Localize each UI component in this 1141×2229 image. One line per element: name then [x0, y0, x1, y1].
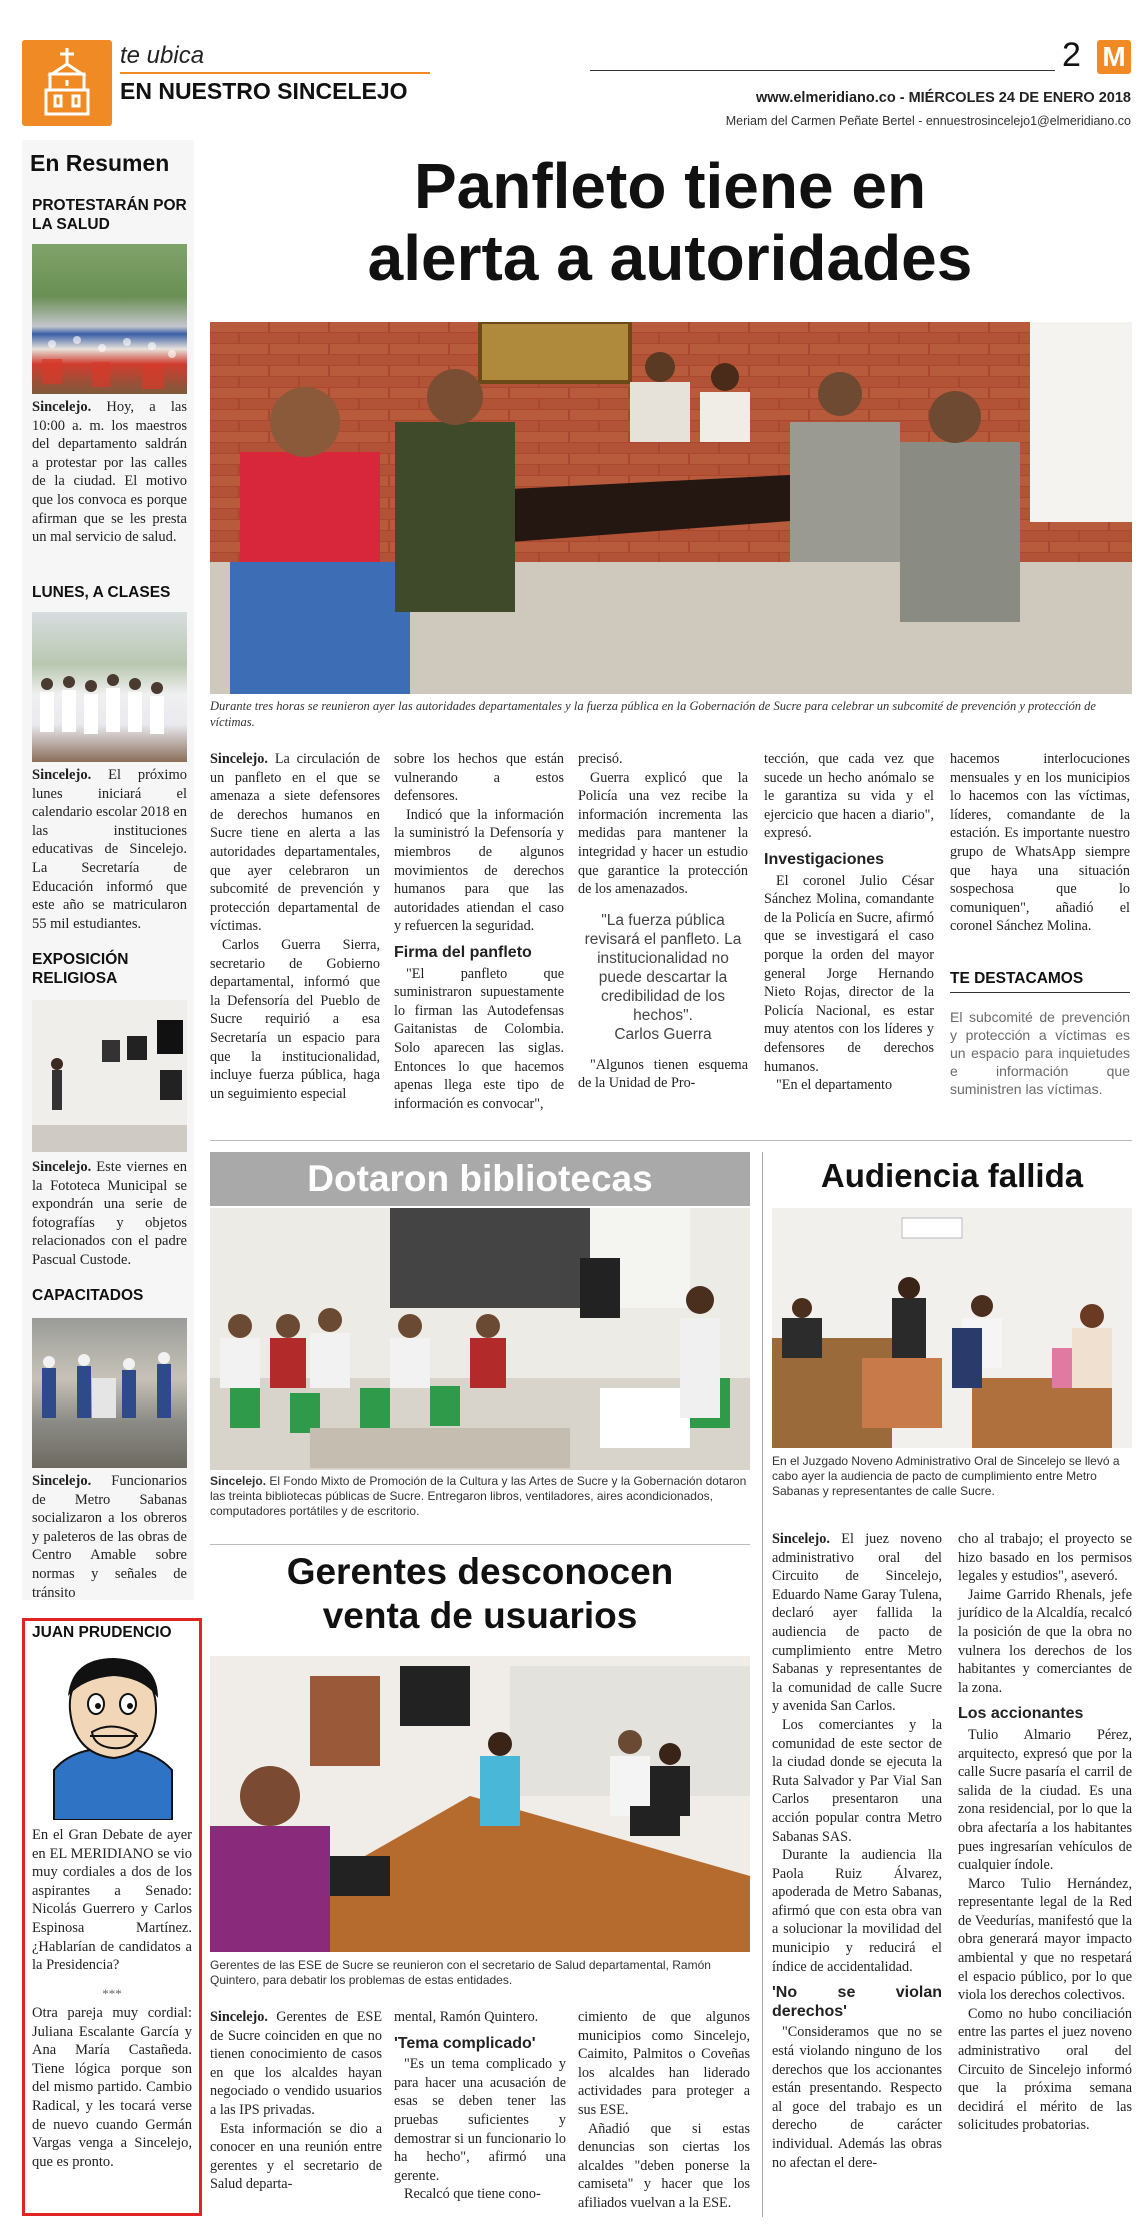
sidebar-item-text: Sincelejo. Funcionarios de Metro Sabanas socializaron a los obreros y paleteros de las obras de Centro Amable sobre normas y señales de tránsito	[32, 1473, 187, 1601]
sidebar-item-text: Sincelejo. El próximo lunes iniciará el calendario escolar 2018 en las instituciones educativas de Sincelejo. La Secretaría de Educación informó que este año se matricularon 55 mil estudiantes.	[32, 767, 187, 932]
column-divider	[762, 1152, 763, 2217]
juan-prudencio-cartoon	[32, 1650, 192, 1820]
main-col-3: precisó. Guerra explicó que la Policía una vez recibe la información incrementa las medidas para mantener la integridad y hacer un estudio que garantice la protección de los amenazados. "La fuerza pública revisará el panfleto. La institucionalidad no puede descartar la credibilidad de los hechos". Carlos Guerra "Algunos tienen esquema de la Unidad de Pro-	[578, 751, 748, 1092]
page-number: 2	[1062, 36, 1081, 74]
section-label-small: te ubica	[120, 42, 205, 69]
sidebar-photo-exhibition	[32, 1000, 187, 1152]
juan-prudencio-text: En el Gran Debate de ayer en EL MERIDIANO se vio muy cordiales a dos de los aspirantes a Senado: Nicolás Guerrero y Carlos Espinosa Martínez. ¿Hablarían de candidatos a la Presidencia?	[32, 1827, 192, 1974]
audiencia-title: Audiencia fallida	[820, 1157, 1084, 1194]
sidebar-title: En Resumen	[30, 150, 170, 176]
sidebar-item-text: Sincelejo. Este viernes en la Fototeca Municipal se expondrán una serie de fotografías y objetos relacionados con el padre Pascual Custode.	[32, 1159, 187, 1268]
bibliotecas-photo	[210, 1208, 750, 1470]
sidebar-item-text: Sincelejo. Hoy, a las 10:00 a. m. los maestros del departamento saldrán a protestar por las calles de la ciudad. El motivo que los convoca es porque afirman que se les presta un mal servicio de salud.	[32, 399, 187, 546]
audiencia-col-2: cho al trabajo; el proyecto se hizo basado en los permisos legales y estudios", aseveró. Jaime Garrido Rhenals, jefe jurídico de la Alcaldía, recalcó la posición de que la obra no vulnera los derechos de los habitantes y comerciantes de la zona. Los accionantes Tulio Almario Pérez, arquitecto, expresó que por la calle Sucre pasaría el carril de salida de la ciudad. Es una zona residencial, por lo que la obra afectaría a los habitantes pues ingresarían vehículos de cualquier índole. Marco Tulio Hernández, representante legal de la Red de Veedurías, manifestó que la obra generará mayor impacto ambiental y que no respetará el espacio público, por lo que viola los derechos colectivos. Como no hubo conciliación entre las partes el juez noveno administrativo oral del Circuito de Sincelejo informó que la próxima semana decidirá el mérito de las solicitudes probatorias.	[958, 1531, 1132, 2134]
audiencia-col-1: Sincelejo. El juez noveno administrativo oral del Circuito de Sincelejo, Eduardo Name Garay Tulena, declaró ayer fallida la audiencia de pacto de cumplimiento entre Metro Sabanas y representantes de la comunidad de calle Sucre y avenida San Carlos. Los comerciantes y la comunidad de este sector de la ciudad donde se ejecuta la Ruta Salvador y Par Vial San Carlos presentaron una acción popular contra Metro Sabanas SAS. Durante la audiencia lla Paola Ruiz Álvarez, apoderada de Metro Sabanas, afirmó que con esta obra van a solucionar la movilidad del municipio y reducirá el índice de accidentalidad. 'No se violan derechos' "Consideramos que no se está violando ninguno de los derechos que los accionantes están presentando. Respecto al goce del trabajo es un derecho de carácter individual. Además las obras no afectan el dere-	[772, 1531, 942, 2171]
main-headline: Panfleto tiene en alerta a autoridades	[367, 150, 973, 294]
section-divider	[120, 72, 430, 74]
bibliotecas-title: Dotaron bibliotecas	[210, 1152, 750, 1206]
gerentes-col-3: cimiento de que algunos municipios como Sincelejo, Caimito, Palmitos o Coveñas los alcaldes han liderado actividades para proteger a sus ESE. Añadió que si estas denuncias son ciertas los alcaldes "deben ponerse la camiseta" y hacer que los afiliados vuelvan a la ESE.	[578, 2009, 750, 2211]
pull-quote: "La fuerza pública revisará el panfleto. La institucionalidad no puede descartar la credibilidad de los hechos".	[584, 911, 742, 1024]
header-rule	[590, 70, 1055, 71]
main-col-4: tección, que cada vez que sucede un hecho anómalo se le garantiza su vida y el ejercicio que hacen a diario", expresó. Investigaciones El coronel Julio César Sánchez Molina, comandante de la Policía en Sucre, afirmó que se investigará el caso porque la orden del mayor general Jorge Hernando Nieto Rojas, director de la Policía Nacional, es estar muy atentos con los líderes y defensores de derechos humanos. "En el departamento	[764, 751, 934, 1094]
sidebar-photo-protest	[32, 244, 187, 394]
bibliotecas-caption: Sincelejo. El Fondo Mixto de Promoción de la Cultura y las Artes de Sucre y la Gobernación dotaron las treinta bibliotecas públicas de Sucre. Entregaron libros, ventiladores, aires acondicionados, computadores portátiles y de escritorio.	[210, 1474, 747, 1518]
sidebar-photo-workers	[32, 1318, 187, 1468]
section-logo	[22, 40, 112, 126]
section-divider	[210, 1544, 750, 1545]
sidebar-photo-students	[32, 612, 187, 762]
gerentes-headline: Gerentes desconocen venta de usuarios	[286, 1551, 674, 1636]
date-line: www.elmeridiano.co - MIÉRCOLES 24 DE ENERO 2018	[756, 90, 1131, 106]
gerentes-col-1: Sincelejo. Gerentes de ESE de Sucre coinciden en que no tienen conocimiento de casos en que los alcaldes hayan negociado o vendido usuarios a las IPS privadas. Esta información se dio a conocer en una reunión entre gerentes y el secretario de Salud departa-	[210, 2009, 382, 2193]
main-col-1: Sincelejo. La circulación de un panfleto en el que se amenaza a siete defensores de derechos humanos en Sucre tiene en alerta a las autoridades departamentales, que ayer celebraron un subcomité de prevención y protección departamental de víctimas. Carlos Guerra Sierra, secretario de Gobierno departamental, informó que la Defensoría del Pueblo de Sucre requirió a esa Secretaría un espacio para que la institucionalidad, incluye fuerza pública, haga un seguimiento especial	[210, 751, 380, 1102]
main-col-5: hacemos interlocuciones mensuales y en los municipios lo hacemos con las víctimas, líderes, comandante de la estación. Es importante nuestro grupo de WhatsApp siempre que haya una situación sospechosa que lo comuniquen", añadió el coronel Sánchez Molina.	[950, 751, 1130, 935]
church-icon	[22, 40, 112, 126]
gerentes-caption: Gerentes de las ESE de Sucre se reunieron con el secretario de Salud departamental, Ramón Quintero, para debatir los problemas de estas entidades.	[210, 1958, 711, 1987]
byline: Meriam del Carmen Peñate Bertel - ennuestrosincelejo1@elmeridiano.co	[725, 114, 1131, 128]
juan-prudencio-text: Otra pareja muy cordial: Juliana Escalante García y Ana María Castañeda. Tiene lógica porque son del mismo partido. Cambio Radical, y les tocará verse de nuevo cuando Germán Vargas venga a Sincelejo, que es pronto.	[32, 2005, 192, 2170]
gerentes-photo	[210, 1656, 750, 1952]
te-destacamos-title: TE DESTACAMOS	[950, 970, 1130, 993]
main-photo-caption: Durante tres horas se reunieron ayer las autoridades departamentales y la fuerza pública en la Gobernación de Sucre para celebrar un subcomité de prevención y protección de víctimas.	[210, 699, 1096, 729]
audiencia-caption: En el Juzgado Noveno Administrativo Oral de Sincelejo se llevó a cabo ayer la audiencia de pacto de cumplimiento entre Metro Sabanas y representantes de calle Sucre.	[772, 1454, 1120, 1498]
te-destacamos-text: El subcomité de prevención y protección a víctimas es un espacio para inquietudes e información que suministren las víctimas.	[950, 1009, 1130, 1097]
audiencia-photo	[772, 1208, 1132, 1448]
juan-prudencio-separator: ***	[102, 1986, 122, 2001]
sidebar-item-head: LUNES, A CLASES	[32, 584, 171, 601]
sidebar-item-head: CAPACITADOS	[32, 1287, 144, 1304]
section-divider	[210, 1140, 1132, 1141]
meridiano-logo: M	[1097, 40, 1131, 74]
main-photo-meeting	[210, 322, 1132, 694]
sidebar-item-head: EXPOSICIÓN RELIGIOSA	[32, 951, 129, 987]
gerentes-col-2: mental, Ramón Quintero. 'Tema complicado' "Es un tema complicado y para hacer una acusación de esas se deben tener las pruebas suficientes y demostrar si un funcionario lo ha hecho", afirmó una gerente. Recalcó que tiene cono-	[394, 2009, 566, 2203]
sidebar-item-head: PROTESTARÁN POR LA SALUD	[32, 197, 187, 233]
juan-prudencio-title: JUAN PRUDENCIO	[32, 1624, 172, 1641]
main-col-2: sobre los hechos que están vulnerando a estos defensores. Indicó que la información la suministró la Defensoría y miembros de algunos movimientos de derechos humanos para que las autoridades atiendan el caso y refuercen la seguridad. Firma del panfleto "El panfleto que suministraron supuestamente lo firman las Autodefensas Gaitanistas de Colombia. Solo aparecen las siglas. Entonces lo que hacemos apenas llega este tipo de información es convocar",	[394, 751, 564, 1112]
section-label-big: EN NUESTRO SINCELEJO	[120, 78, 408, 104]
pull-quote-author: Carlos Guerra	[614, 1025, 712, 1043]
